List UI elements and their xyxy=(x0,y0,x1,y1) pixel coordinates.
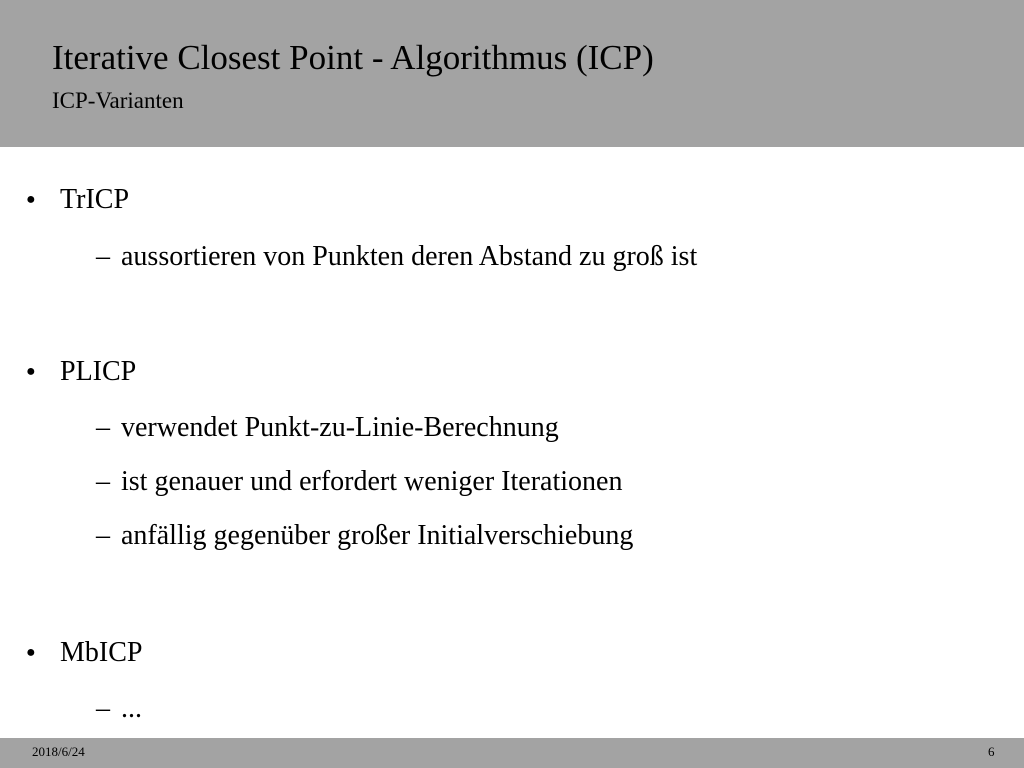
page-number: 6 xyxy=(988,744,995,759)
footer-date: 2018/6/24 xyxy=(32,744,85,759)
section-heading-mbicp: MbICP xyxy=(60,637,143,668)
dash-icon: – xyxy=(96,520,110,551)
slide-title: Iterative Closest Point - Algorithmus (ICP) xyxy=(52,38,654,77)
list-item: anfällig gegenüber großer Initialverschiebung xyxy=(121,520,634,551)
list-item: aussortieren von Punkten deren Abstand zu groß ist xyxy=(121,241,698,272)
slide-header xyxy=(0,0,1024,147)
dash-icon: – xyxy=(96,466,110,497)
slide-footer xyxy=(0,738,1024,768)
dash-icon: – xyxy=(96,693,110,724)
section-heading-tricp: TrICP xyxy=(60,184,130,215)
slide-subtitle: ICP-Varianten xyxy=(52,88,184,113)
list-item: verwendet Punkt-zu-Linie-Berechnung xyxy=(121,412,559,443)
section-heading-plicp: PLICP xyxy=(60,356,137,387)
dash-icon: – xyxy=(96,412,110,443)
list-item: ... xyxy=(121,693,142,724)
bullet-icon: ● xyxy=(26,191,36,208)
bullet-icon: ● xyxy=(26,644,36,661)
slide-content xyxy=(0,147,1024,737)
bullet-icon: ● xyxy=(26,363,36,380)
list-item: ist genauer und erfordert weniger Iterationen xyxy=(121,466,623,497)
dash-icon: – xyxy=(96,241,110,272)
